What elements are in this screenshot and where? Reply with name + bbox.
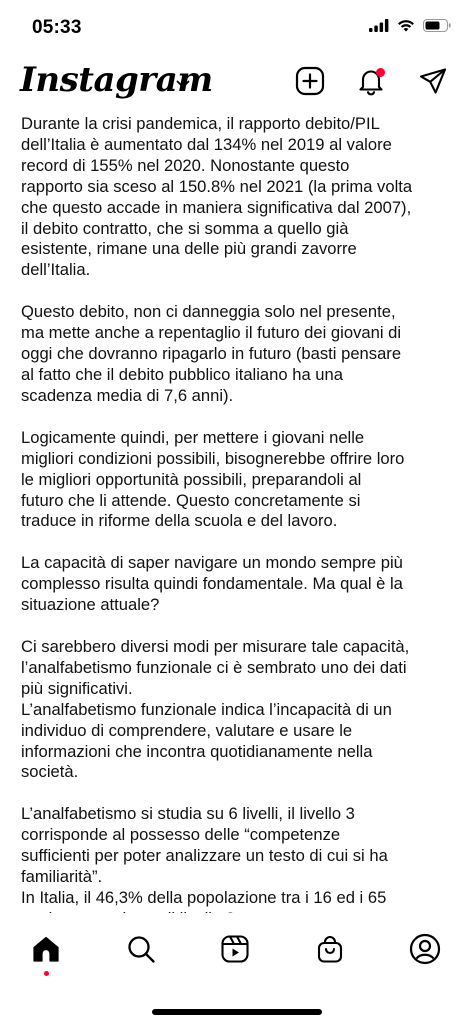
caption-paragraph: Ci sarebbero diversi modi per misurare tale capacità, l’analfabetismo funzionale ci è sembrato uno dei dati più significativi. — [21, 637, 410, 698]
post-caption — [21, 114, 457, 913]
tab-search[interactable] — [123, 933, 159, 969]
app-header — [0, 56, 473, 112]
chevron-down-icon[interactable] — [176, 76, 190, 94]
caption-paragraph: In Italia, il 46,3% della popolazione tra i 16 ed i 65 — [21, 888, 387, 907]
search-icon — [126, 934, 156, 969]
home-icon — [31, 934, 61, 969]
caption-paragraph: Logicamente quindi, per mettere i giovani nelle migliori condizioni possibili, bisognerebbe offrire loro le migliori opportunità possibili, preparandoli al futuro che li attende. Questo concretamente si traduce in riforme della scuola e del lavoro. — [21, 427, 405, 531]
new-post-button[interactable] — [293, 66, 327, 100]
caption-paragraph: Durante la crisi pandemica, il rapporto debito/PIL dell’Italia è aumentato dal 134% nel 2019 al valore record di 155% nel 2020. Nonostante questo rapporto sia sceso al 150.8% nel 2021 (la prima volta che questo accade in maniera significativa dal 2007), il debito contratto, che si somma a quello già esistente, rimane una delle più grandi zavorre dell’Italia. — [21, 114, 413, 280]
home-indicator-bar[interactable] — [152, 1009, 322, 1015]
instagram-logo[interactable]: Instagram — [20, 60, 213, 100]
caption-paragraph: L’analfabetismo funzionale indica l’incapacità di un individuo di comprendere, valutare e usare le informazioni che incontra quotidianamente nella società. — [21, 699, 392, 782]
tab-home[interactable] — [28, 933, 64, 969]
new-post-icon — [295, 66, 325, 101]
tab-shop[interactable] — [312, 933, 348, 969]
profile-icon — [409, 933, 441, 970]
active-tab-indicator — [44, 971, 49, 976]
tab-reels[interactable] — [217, 933, 253, 969]
status-bar — [0, 0, 473, 56]
caption-paragraph: L’analfabetismo si studia su 6 livelli, il livello 3 corrisponde al possesso delle “competenze sufficienti per poter analizzare un testo di cui si ha familiarità”. — [21, 804, 388, 887]
status-icons — [369, 19, 451, 32]
bottom-tab-bar — [0, 913, 473, 1024]
notification-badge — [376, 68, 385, 77]
tab-profile[interactable] — [407, 933, 443, 969]
notifications-button[interactable] — [354, 66, 388, 100]
status-time: 05:33 — [32, 17, 82, 38]
caption-paragraph: Questo debito, non ci danneggia solo nel presente, ma mette anche a repentaglio il futuro dei giovani di oggi che dovranno ripagarlo in futuro (basti pensare al fatto che il debito pubblico italiano ha una scadenza media di 7,6 anni). — [21, 302, 402, 405]
reels-icon — [220, 934, 250, 969]
direct-message-button[interactable] — [416, 66, 450, 100]
cellular-signal-icon — [369, 19, 389, 32]
shop-icon — [315, 934, 345, 969]
wifi-icon — [397, 19, 415, 32]
caption-paragraph: La capacità di saper navigare un mondo sempre più complesso risulta quindi fondamentale. Ma qual è la situazione attuale? — [21, 553, 403, 615]
battery-icon — [423, 19, 451, 32]
direct-message-icon — [418, 66, 448, 101]
